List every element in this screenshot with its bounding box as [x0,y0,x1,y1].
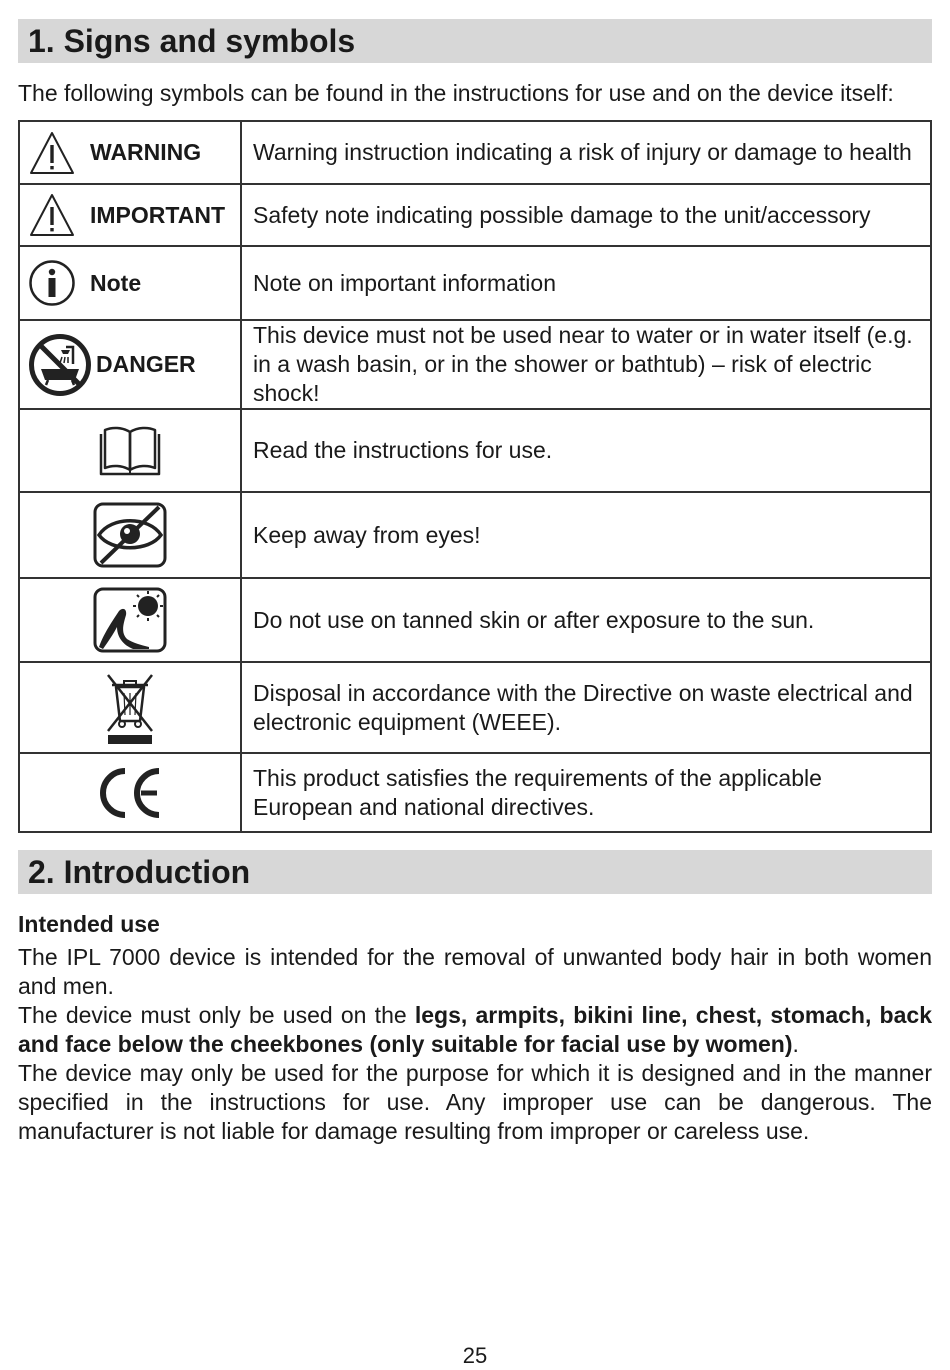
warning-triangle-icon [28,130,76,176]
symbol-description: Do not use on tanned skin or after exposure to the sun. [241,578,931,662]
subheading-intended-use: Intended use [18,911,160,937]
intended-use-paragraph-1: The IPL 7000 device is intended for the removal of unwanted body hair in both women and men. [18,944,932,999]
symbol-description: This product satisfies the requirements of the applicable European and national directives. [241,753,931,832]
page-number: 25 [462,1343,488,1368]
section-heading-signs-and-symbols: 1. Signs and symbols [18,19,932,63]
intended-use-paragraph-2 [18,1001,932,1059]
paragraph-text: The device must only be used on the [18,1002,415,1028]
table-row [19,320,931,409]
body-areas-bold-text: legs, armpits, bikini line, chest, stomach, back and face below the cheekbones (only suitable for facial use by women) [18,1002,932,1057]
symbol-description: Read the instructions for use. [241,409,931,492]
info-icon [28,259,76,307]
no-water-bath-icon [28,333,92,397]
table-row [19,409,931,492]
symbol-description: Safety note indicating possible damage to the unit/accessory [241,184,931,246]
table-row [19,753,931,832]
symbol-label: Note [90,269,142,296]
intended-use-paragraph-3: The device may only be used for the purpose for which it is designed and in the manner specified in the instructions for use. Any improper use can be dangerous. The manufacturer is not liable for damage resulting from improper or careless use. [18,1060,932,1144]
section-heading-introduction: 2. Introduction [18,850,932,894]
symbol-label: DANGER [96,351,196,377]
symbol-description: Disposal in accordance with the Directive on waste electrical and electronic equipment (WEEE). [241,662,931,753]
table-row [19,121,931,184]
crossed-bin-icon [102,671,158,745]
symbols-table [18,120,932,833]
table-row [19,246,931,320]
sun-tanning-icon [93,587,167,653]
paragraph-text: . [792,1031,799,1057]
symbol-description: Note on important information [241,246,931,320]
no-eye-icon [93,502,167,568]
table-row [19,662,931,753]
open-book-icon [98,424,162,478]
ce-mark-icon [95,767,165,819]
symbols-intro-text: The following symbols can be found in the instructions for use and on the device itself: [18,80,894,106]
table-row [19,184,931,246]
symbol-description: Keep away from eyes! [241,492,931,578]
symbol-description: This device must not be used near to water or in water itself (e.g. in a wash basin, or in the shower or bathtub) – risk of electric shock! [241,320,931,409]
important-triangle-icon [28,192,76,238]
table-row [19,578,931,662]
symbol-description: Warning instruction indicating a risk of injury or damage to health [241,121,931,184]
symbol-label: IMPORTANT [90,201,226,228]
symbol-label: WARNING [90,139,202,165]
table-row [19,492,931,578]
